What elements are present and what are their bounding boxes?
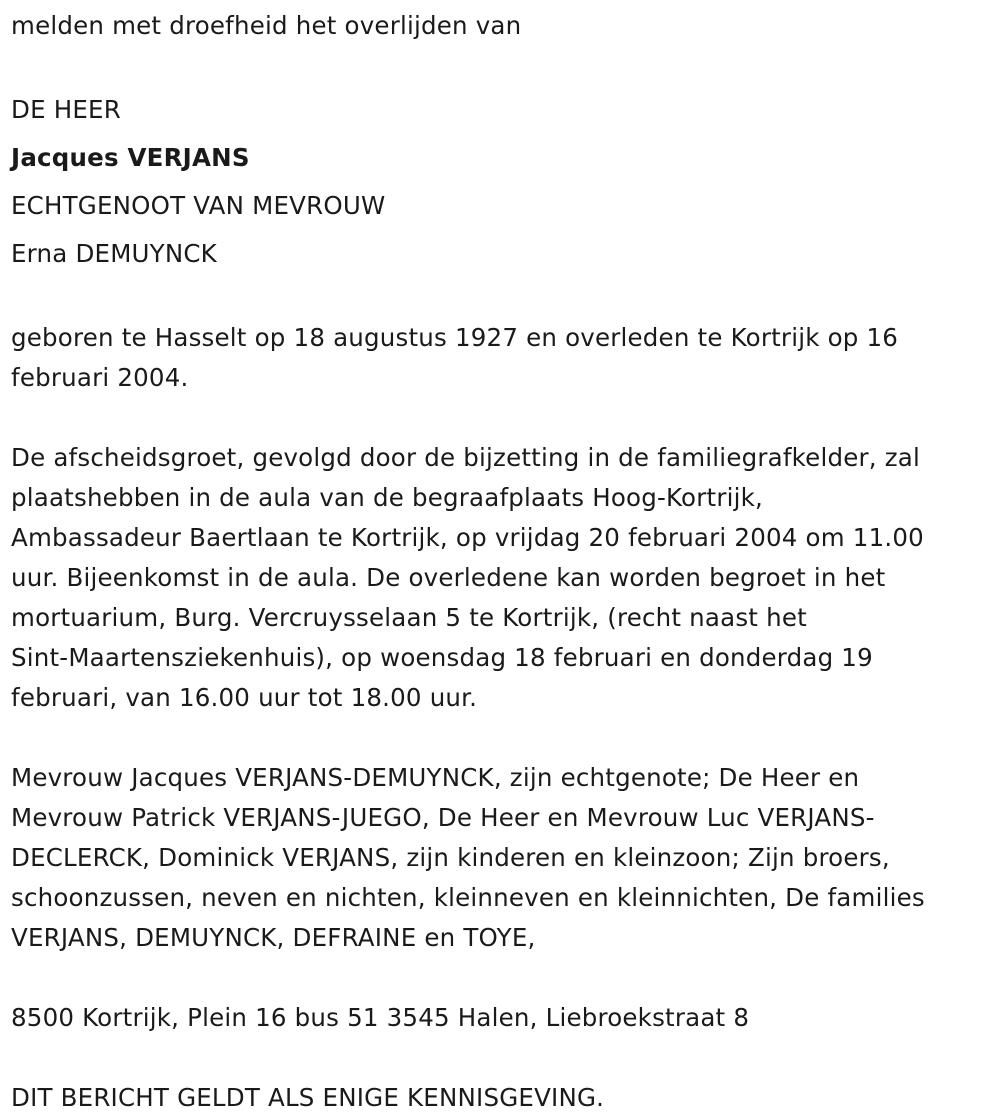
deceased-name: Jacques VERJANS	[11, 143, 250, 172]
deceased-block	[11, 86, 996, 278]
paragraph-line: Ambassadeur Baertlaan te Kortrijk, op vrijdag 20 februari 2004 om 11.00	[11, 523, 924, 552]
closing-line: DIT BERICHT GELDT ALS ENIGE KENNISGEVING.	[11, 1083, 605, 1112]
birth-death-paragraph	[11, 318, 996, 398]
spacer	[11, 958, 996, 998]
paragraph-line: Sint-Maartensziekenhuis), op woensdag 18 februari en donderdag 19	[11, 643, 873, 672]
relation-line: ECHTGENOOT VAN MEVROUW	[11, 191, 386, 220]
intro-line: melden met droefheid het overlijden van	[11, 11, 522, 40]
paragraph-line: februari 2004.	[11, 363, 189, 392]
spacer	[11, 278, 996, 318]
paragraph-line: Mevrouw Jacques VERJANS-DEMUYNCK, zijn echtgenote; De Heer en	[11, 763, 860, 792]
paragraph-line: februari, van 16.00 uur tot 18.00 uur.	[11, 683, 478, 712]
addresses-line: 8500 Kortrijk, Plein 16 bus 51 3545 Halen, Liebroekstraat 8	[11, 1003, 750, 1032]
paragraph-line: DECLERCK, Dominick VERJANS, zijn kinderen en kleinzoon; Zijn broers,	[11, 843, 890, 872]
death-notice	[11, 6, 996, 1118]
paragraph-line: De afscheidsgroet, gevolgd door de bijzetting in de familiegrafkelder, zal	[11, 443, 921, 472]
paragraph-line: schoonzussen, neven en nichten, kleinneven en kleinnichten, De families	[11, 883, 925, 912]
paragraph-line: Mevrouw Patrick VERJANS-JUEGO, De Heer en Mevrouw Luc VERJANS-	[11, 803, 875, 832]
title-line: DE HEER	[11, 95, 121, 124]
spacer	[11, 398, 996, 438]
paragraph-line: plaatshebben in de aula van de begraafplaats Hoog-Kortrijk,	[11, 483, 763, 512]
spacer	[11, 718, 996, 758]
paragraph-line: mortuarium, Burg. Vercruysselaan 5 te Kortrijk, (recht naast het	[11, 603, 807, 632]
paragraph-line: VERJANS, DEMUYNCK, DEFRAINE en TOYE,	[11, 923, 536, 952]
paragraph-line: geboren te Hasselt op 18 augustus 1927 en overleden te Kortrijk op 16	[11, 323, 899, 352]
family-paragraph	[11, 758, 996, 958]
spacer	[11, 1038, 996, 1078]
paragraph-line: uur. Bijeenkomst in de aula. De overledene kan worden begroet in het	[11, 563, 886, 592]
spacer	[11, 46, 996, 86]
ceremony-paragraph	[11, 438, 996, 718]
spouse-name: Erna DEMUYNCK	[11, 239, 217, 268]
